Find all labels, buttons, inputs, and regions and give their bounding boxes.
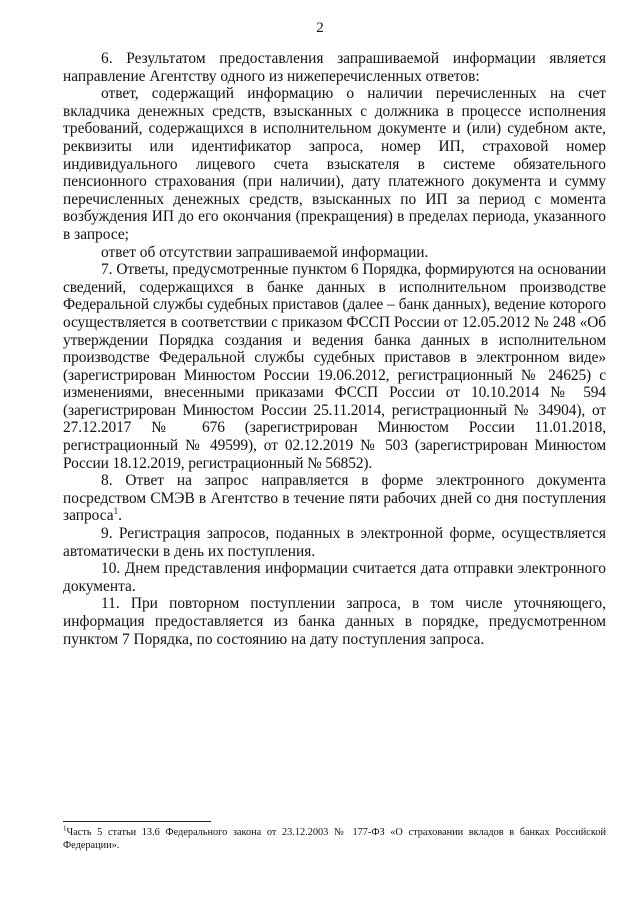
footnote [63,826,606,852]
footnote-divider [63,821,211,822]
paragraph-8-suffix: . [118,507,122,525]
paragraph-6-answer-negative: ответ об отсутствии запрашиваемой информации. [101,243,429,261]
paragraph-7: 7. Ответы, предусмотренные пунктом 6 Порядка, формируются на основании сведений, содержащихся в банке данных в исполнительном производстве Федеральной службы судебных приставов (далее – банк данных), ведение которого осуществляется в соответствии с приказом ФССП России от 12.05.2012 № 248 «Об утверждении Порядка создания и ведения банка данных в исполнительном производстве Федеральной службы судебных приставов в электронном виде» (зарегистрирован Минюстом России 19.06.2012, регистрационный № 24625) с изменениями, внесенными приказами ФССП России от 10.10.2014 № 594 (зарегистрирован Минюстом России 25.11.2014, регистрационный № 34904), от 27.12.2017 № 676 (зарегистрирован Минюстом России 11.01.2018, регистрационный № 49599), от 02.12.2019 № 503 (зарегистрирован Минюстом России 18.12.2019, регистрационный № 56852). [63,261,606,472]
page-number: 2 [316,20,324,36]
paragraph-8-text: 8. Ответ на запрос направляется в форме электронного документа посредством СМЭВ в Агентство в течение пяти рабочих дней со дня поступления запроса [63,472,606,525]
document-body [63,50,606,648]
paragraph-10: 10. Днем представления информации считается дата отправки электронного документа. [63,560,606,595]
paragraph-8 [63,472,606,525]
paragraph-6: 6. Результатом предоставления запрашиваемой информации является направление Агентству одного из нижеперечисленных ответов: [63,50,606,85]
footnote-marker: 1 [63,824,67,833]
paragraph-6-answer-positive: ответ, содержащий информацию о наличии перечисленных на счет вкладчика денежных средств, взысканных с должника в процессе исполнения требований, содержащихся в исполнительном документе и (или) судебном акте, реквизиты или идентификатор запроса, номер ИП, страховой номер индивидуального лицевого счета взыскателя в системе обязательного пенсионного страхования (при наличии), дату платежного документа и сумму перечисленных денежных средств, взысканных по ИП за период с момента возбуждения ИП до его окончания (прекращения) в пределах периода, указанного в запросе; [63,85,606,243]
footnote-text: Часть 5 статьи 13.6 Федерального закона от 23.12.2003 № 177-ФЗ «О страховании вкладов в банках Российской Федерации». [63,827,606,851]
footnote-reference: 1 [113,506,119,517]
paragraph-9: 9. Регистрация запросов, поданных в электронной форме, осуществляется автоматически в день их поступления. [63,525,606,560]
paragraph-11: 11. При повторном поступлении запроса, в том числе уточняющего, информация предоставляется из банка данных в порядке, предусмотренном пунктом 7 Порядка, по состоянию на дату поступления запроса. [63,595,606,648]
